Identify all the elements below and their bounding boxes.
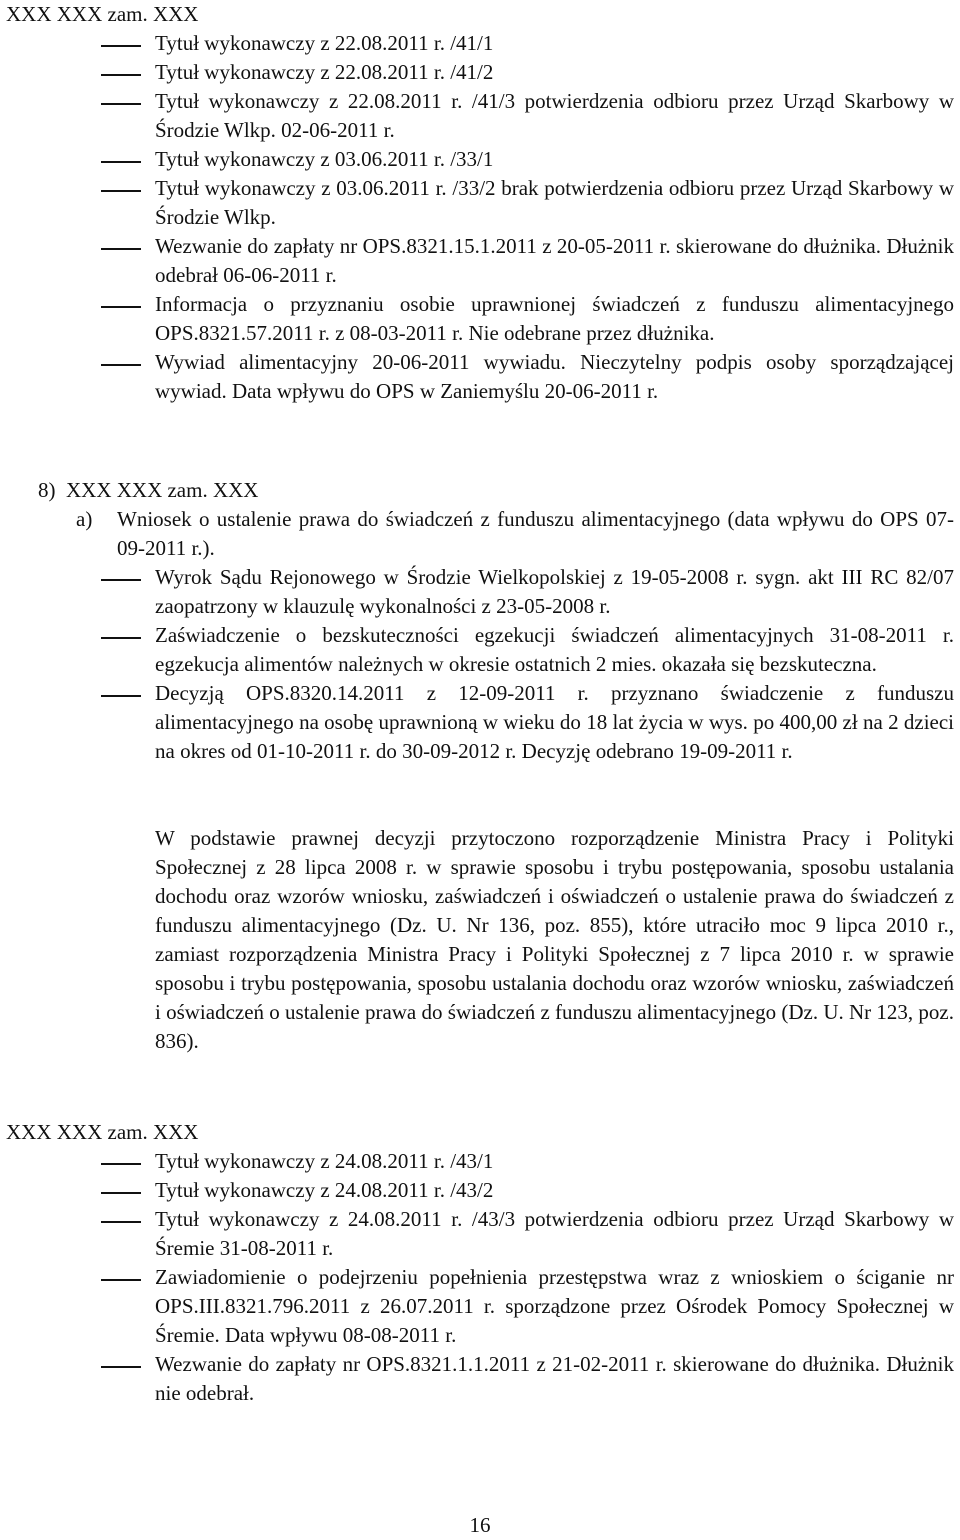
list-item: Wyrok Sądu Rejonowego w Środzie Wielkopolskiej z 19-05-2008 r. sygn. akt III RC 82/07 zaopatrzony w klauzulę wykonalności z 23-05-2008 r. — [0, 563, 960, 621]
item-letter: a) — [76, 507, 93, 531]
dash-list — [0, 29, 960, 406]
section-heading: XXX XXX zam. XXX — [6, 1120, 199, 1144]
list-item: Tytuł wykonawczy z 03.06.2011 r. /33/2 brak potwierdzenia odbioru przez Urząd Skarbowy w Środzie Wlkp. — [0, 174, 960, 232]
list-item: Tytuł wykonawczy z 22.08.2011 r. /41/1 — [0, 29, 960, 58]
page-number: 16 — [469, 1513, 491, 1537]
list-item: Wywiad alimentacyjny 20-06-2011 wywiadu. Nieczytelny podpis osoby sporządzającej wywiad. Data wpływu do OPS w Zaniemyślu 20-06-2011 r. — [0, 348, 960, 406]
list-item: Wezwanie do zapłaty nr OPS.8321.15.1.2011 z 20-05-2011 r. skierowane do dłużnika. Dłużnik odebrał 06-06-2011 r. — [0, 232, 960, 290]
item-text: Wniosek o ustalenie prawa do świadczeń z funduszu alimentacyjnego (data wpływu do OPS 07-09-2011 r.). — [117, 507, 954, 560]
list-item: Zaświadczenie o bezskuteczności egzekucji świadczeń alimentacyjnych 31-08-2011 r. egzekucja alimentów należnych w okresie ostatnich 2 mies. okazała się bezskuteczna. — [0, 621, 960, 679]
list-item: Zawiadomienie o podejrzeniu popełnienia przestępstwa wraz z wnioskiem o ściganie nr OPS.III.8321.796.2011 z 26.07.2011 r. sporządzone przez Ośrodek Pomocy Społecznej w Śremie. Data wpływu 08-08-2011 r. — [0, 1263, 960, 1350]
section-heading: XXX XXX zam. XXX — [6, 2, 199, 26]
list-item: Decyzją OPS.8320.14.2011 z 12-09-2011 r. przyznano świadczenie z funduszu alimentacyjnego na osobę uprawnioną w wieku do 18 lat życia w wys. po 400,00 zł na 2 dzieci na okres od 01-10-2011 r. do 30-09-2012 r. Decyzję odebrano 19-09-2011 r. — [0, 679, 960, 766]
dash-list — [0, 1147, 960, 1408]
list-item: Tytuł wykonawczy z 24.08.2011 r. /43/3 potwierdzenia odbioru przez Urząd Skarbowy w Śremie 31-08-2011 r. — [0, 1205, 960, 1263]
list-item: Informacja o przyznaniu osobie uprawnionej świadczeń z funduszu alimentacyjnego OPS.8321.57.2011 r. z 08-03-2011 r. Nie odebrane przez dłużnika. — [0, 290, 960, 348]
lettered-item — [0, 505, 960, 563]
list-item: Tytuł wykonawczy z 22.08.2011 r. /41/3 potwierdzenia odbioru przez Urząd Skarbowy w Środzie Wlkp. 02-06-2011 r. — [0, 87, 960, 145]
list-item: Tytuł wykonawczy z 03.06.2011 r. /33/1 — [0, 145, 960, 174]
section-heading: 8) XXX XXX zam. XXX — [38, 478, 259, 502]
list-item: Wezwanie do zapłaty nr OPS.8321.1.1.2011 z 21-02-2011 r. skierowane do dłużnika. Dłużnik nie odebrał. — [0, 1350, 960, 1408]
list-item: Tytuł wykonawczy z 24.08.2011 r. /43/2 — [0, 1176, 960, 1205]
list-item: Tytuł wykonawczy z 24.08.2011 r. /43/1 — [0, 1147, 960, 1176]
list-item: Tytuł wykonawczy z 22.08.2011 r. /41/2 — [0, 58, 960, 87]
legal-paragraph: W podstawie prawnej decyzji przytoczono rozporządzenie Ministra Pracy i Polityki Społecznej z 28 lipca 2008 r. w sprawie sposobu i trybu postępowania, sposobu ustalania dochodu oraz wzorów wniosku, zaświadczeń i oświadczeń o ustalenie prawa do świadczeń z funduszu alimentacyjnego (Dz. U. Nr 136, poz. 855), które utraciło moc 9 lipca 2010 r., zamiast rozporządzenia Ministra Pracy i Polityki Społecznej z 7 lipca 2010 r. w sprawie sposobu i trybu postępowania, sposobu ustalania dochodu oraz wzorów wniosku, zaświadczeń i oświadczeń o ustalenie prawa do świadczeń z funduszu alimentacyjnego (Dz. U. Nr 123, poz. 836). — [155, 826, 954, 1053]
dash-list — [0, 563, 960, 766]
